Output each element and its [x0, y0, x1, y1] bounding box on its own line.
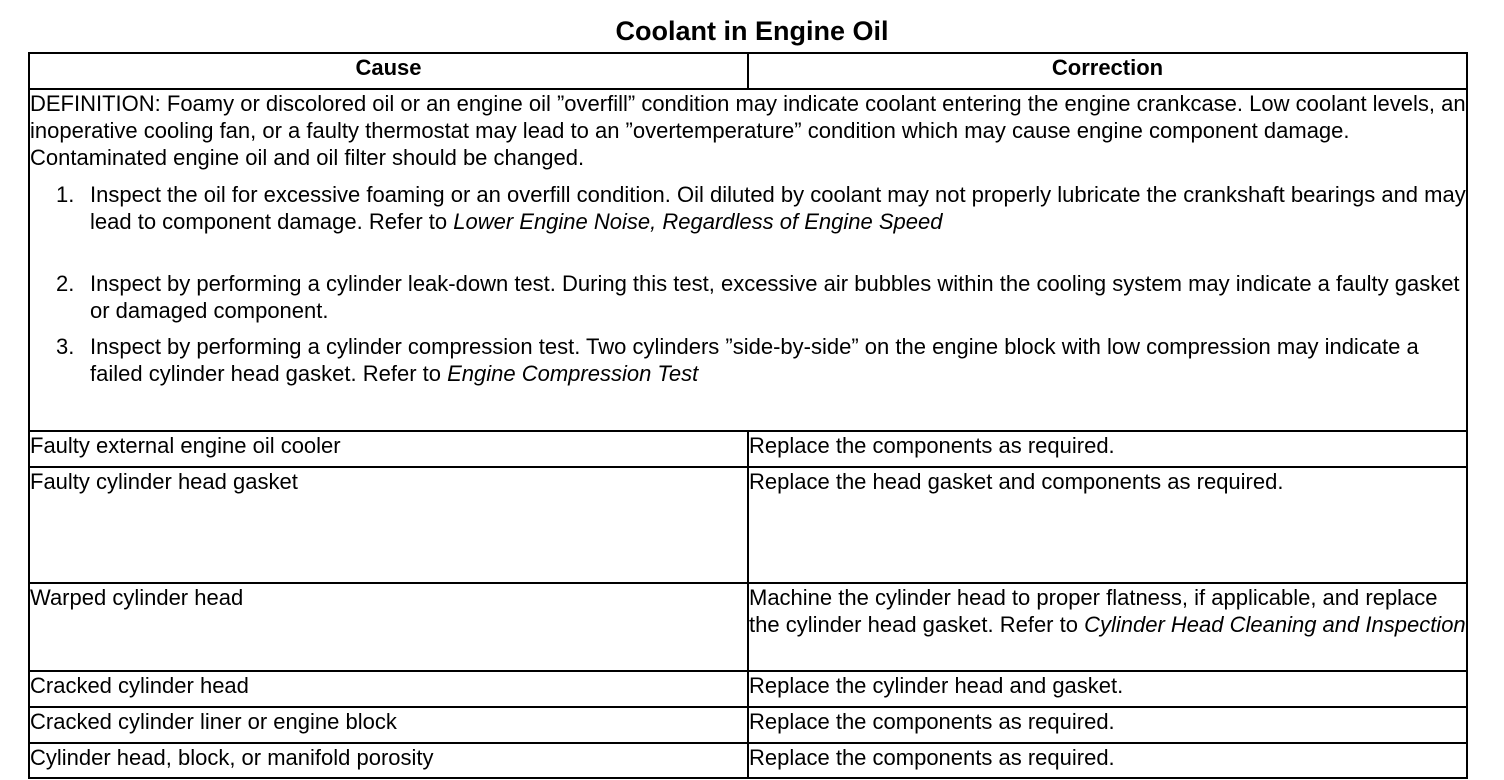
correction-text: Replace the components as required.: [749, 745, 1115, 770]
correction-text: Replace the head gasket and components as required.: [749, 469, 1284, 494]
table-row: [29, 467, 1467, 583]
correction-cell: [748, 583, 1467, 671]
correction-text: Replace the components as required.: [749, 433, 1115, 458]
correction-text: Machine the cylinder head to proper flatness, if applicable, and replace the cylinder head gasket. Refer to: [749, 585, 1438, 637]
cause-cell: Cylinder head, block, or manifold porosity: [29, 743, 748, 778]
table-row: [29, 431, 1467, 467]
step-number: 3.: [56, 334, 75, 359]
step-number: 2.: [56, 271, 75, 296]
definition-text: DEFINITION: Foamy or discolored oil or an engine oil ”overfill” condition may indicate coolant entering the engine crankcase. Low coolant levels, an inoperative cooling fan, or a faulty thermostat may lead to an ”overtemperature” condition which may cause engine component damage. Contaminated engine oil and oil filter should be changed.: [30, 91, 1466, 170]
header-row: [29, 53, 1467, 89]
step-text: Inspect by performing a cylinder compression test. Two cylinders ”side-by-side” on the engine block with low compression may indicate a failed cylinder head gasket. Refer to: [90, 334, 1419, 386]
table-row: [29, 743, 1467, 778]
step-text: Inspect the oil for excessive foaming or an overfill condition. Oil diluted by coolant may not properly lubricate the crankshaft bearings and may lead to component damage. Refer to: [90, 182, 1466, 234]
table-row: [29, 707, 1467, 743]
correction-cell: [748, 431, 1467, 467]
diagnosis-table: [28, 52, 1468, 779]
step-item: [30, 270, 1466, 333]
step-item: [30, 333, 1466, 389]
correction-cell: [748, 467, 1467, 583]
table-row: [29, 671, 1467, 707]
cause-cell: Faulty external engine oil cooler: [29, 431, 748, 467]
step-number: 1.: [56, 182, 75, 207]
step-reference: Lower Engine Noise, Regardless of Engine Speed: [453, 209, 943, 234]
cause-cell: Cracked cylinder liner or engine block: [29, 707, 748, 743]
definition-cell: [29, 89, 1467, 431]
correction-cell: [748, 707, 1467, 743]
step-reference: Engine Compression Test: [447, 361, 699, 386]
cause-cell: Cracked cylinder head: [29, 671, 748, 707]
step-text: Inspect by performing a cylinder leak-down test. During this test, excessive air bubbles within the cooling system may indicate a faulty gasket or damaged component.: [90, 271, 1460, 323]
definition-row: [29, 89, 1467, 431]
cause-cell: Faulty cylinder head gasket: [29, 467, 748, 583]
column-header-correction: Correction: [748, 53, 1467, 89]
inspection-steps: [30, 181, 1466, 389]
correction-cell: [748, 671, 1467, 707]
step-item: [30, 181, 1466, 270]
correction-cell: [748, 743, 1467, 778]
table-row: [29, 583, 1467, 671]
correction-reference: Cylinder Head Cleaning and Inspection: [1084, 612, 1466, 637]
cause-cell: Warped cylinder head: [29, 583, 748, 671]
column-header-cause: Cause: [29, 53, 748, 89]
correction-text: Replace the components as required.: [749, 709, 1115, 734]
correction-text: Replace the cylinder head and gasket.: [749, 673, 1124, 698]
page-title: Coolant in Engine Oil: [615, 16, 889, 46]
